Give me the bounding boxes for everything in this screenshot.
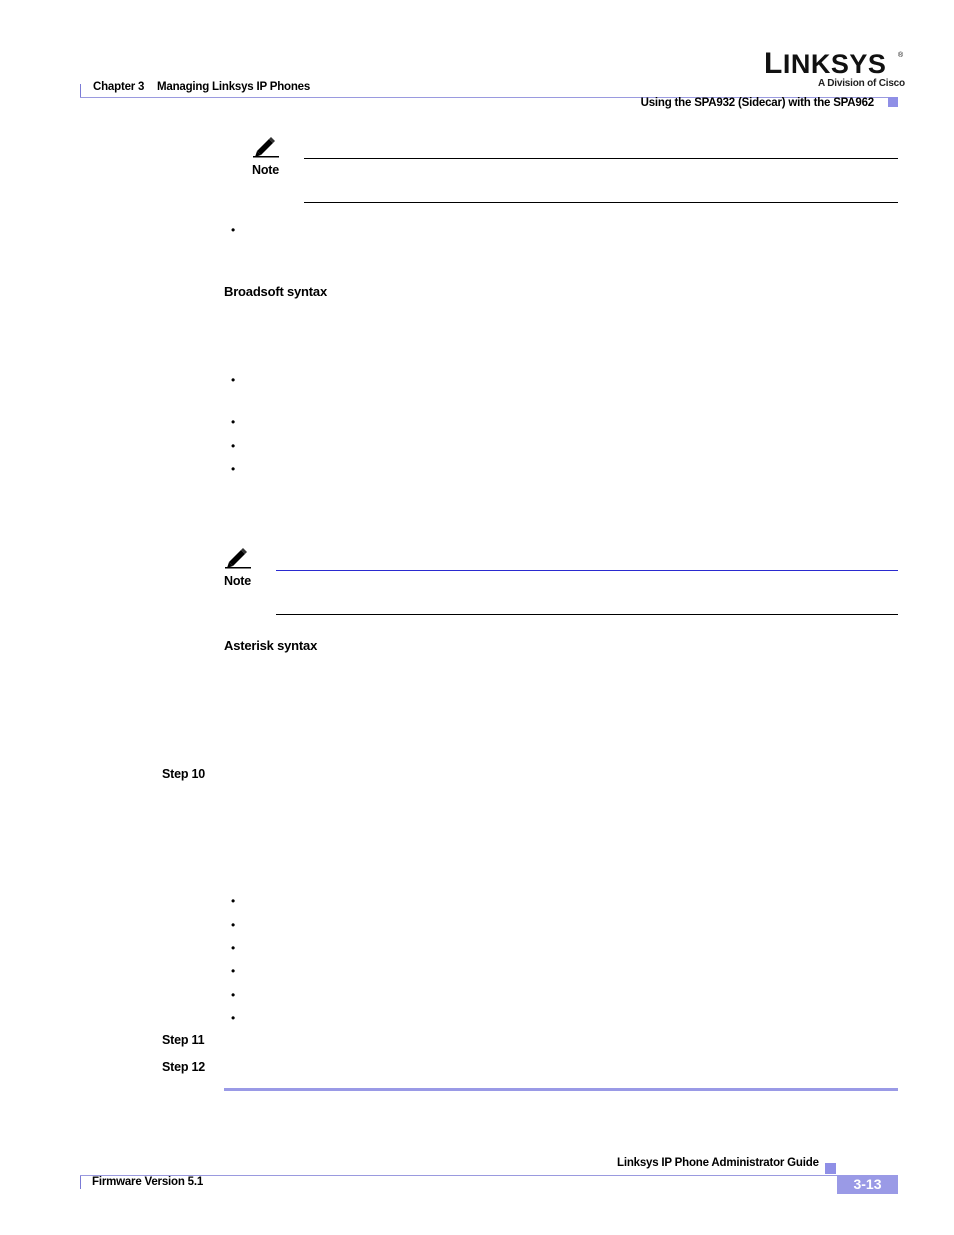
procedure-end-rule: [224, 1088, 898, 1091]
header-chapter: Chapter 3: [93, 81, 145, 93]
logo-tagline: A Division of Cisco: [818, 78, 905, 89]
bullet-item: •: [231, 373, 236, 387]
logo-wordmark: LINKSYS: [764, 47, 887, 80]
footer-accent-square: [825, 1163, 836, 1174]
logo-registered-mark: ®: [898, 52, 904, 59]
note-top-rule: [276, 570, 898, 571]
bullet-item: •: [231, 964, 236, 978]
header-section-title: Using the SPA932 (Sidecar) with the SPA962: [640, 97, 874, 109]
bullet-item: •: [231, 415, 236, 429]
note-label: Note: [252, 163, 279, 177]
step-11-label: Step 11: [162, 1033, 205, 1047]
footer-guide-title: Linksys IP Phone Administrator Guide: [617, 1157, 819, 1169]
footer-left-bar: [80, 1175, 81, 1189]
bullet-item: •: [231, 918, 236, 932]
heading-broadsoft-syntax: Broadsoft syntax: [224, 284, 327, 299]
linksys-logo: [764, 47, 905, 89]
heading-asterisk-syntax: Asterisk syntax: [224, 638, 318, 653]
bullet-item: •: [231, 223, 236, 237]
bullet-item: •: [231, 988, 236, 1002]
note-label: Note: [224, 574, 251, 588]
note-top-rule: [304, 158, 898, 159]
bullet-item: •: [231, 439, 236, 453]
header-accent-square: [888, 97, 898, 107]
note-pencil-icon: [225, 547, 251, 569]
header-left-bar: [80, 84, 81, 98]
note-pencil-icon: [253, 136, 279, 158]
bullet-item: •: [231, 462, 236, 476]
note-bottom-rule: [304, 202, 898, 203]
bullet-item: •: [231, 1011, 236, 1025]
bullet-item: •: [231, 941, 236, 955]
note-bottom-rule: [276, 614, 898, 615]
step-10-label: Step 10: [162, 767, 206, 781]
bullet-item: •: [231, 894, 236, 908]
footer-firmware-version: Firmware Version 5.1: [92, 1176, 204, 1188]
step-12-label: Step 12: [162, 1060, 206, 1074]
page-number-badge: 3-13: [837, 1175, 898, 1194]
header-chapter-title: Managing Linksys IP Phones: [157, 81, 311, 93]
